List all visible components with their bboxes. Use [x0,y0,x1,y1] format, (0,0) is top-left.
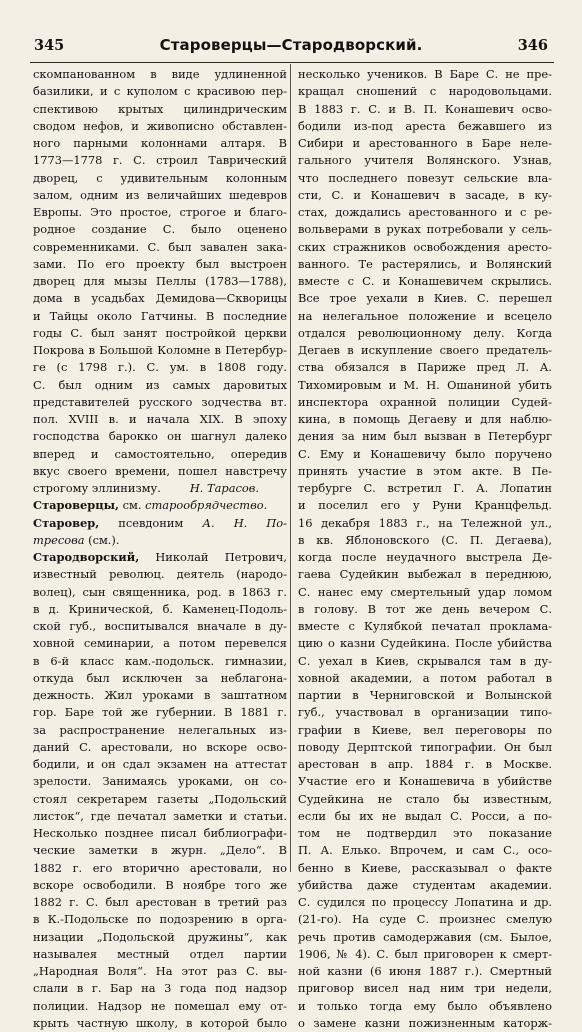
line-text: называлея местный отдел партии [33,946,287,961]
line-text: Участие его и Конашевича в убийстве [298,774,552,789]
line-text: в 6-й класс кам.-подольск. гимназии, [33,653,287,668]
line-text: губ., участвовал в организации типо- [298,705,552,720]
text-line [298,946,552,963]
text-line [298,980,552,997]
text-line [33,497,287,514]
column-divider [290,64,291,872]
line-text: зами. По его проекту был выстроен [33,256,287,271]
line-text: родное создание С. было оценено [33,222,287,237]
italic-reference: А. Н. По- [202,515,287,530]
text-line [33,446,287,463]
text-line [33,342,287,359]
line-text: вскоре освободили. В ноябре того же [33,877,287,892]
line-text: псевдоним [99,515,203,530]
text-line [33,256,287,273]
text-line [298,152,552,169]
text-line [33,584,287,601]
line-text: волец), сын священника, род. в 1863 г. [33,584,287,599]
line-text: поводу Дерптской типографии. Он был [298,739,552,754]
line-text: В 1883 г. С. и В. П. Конашевич осво- [298,101,552,116]
spacer [161,481,190,495]
entry-headword: Старовер, [33,515,100,530]
text-line [298,446,552,463]
text-line [298,101,552,118]
line-text: Несколько позднее писал библиографи- [33,826,287,840]
text-line [298,566,552,583]
text-line [33,704,287,721]
line-text: ного парными колоннами алтаря. В [33,136,287,150]
text-line [33,980,287,997]
text-line [33,480,287,497]
line-text: известный революц. деятель (народо- [33,567,287,582]
text-line [298,791,552,808]
text-line [33,894,287,911]
text-line [298,273,552,290]
text-line [33,83,287,100]
line-text: партии в Черниговской и Волынской [298,688,552,702]
text-line [298,411,552,428]
text-line [298,187,552,204]
line-text: вольверами в руках потребовали у сель- [298,222,552,237]
right-column [298,66,552,1032]
line-text: С. Ему и Конашевичу было поручено [298,446,552,461]
line-text: Все трое уехали в Киев. С. перешел [298,291,552,306]
text-line [33,515,287,532]
text-line [298,135,552,152]
text-line [298,842,552,859]
text-line [33,653,287,670]
line-text: крыть частную школу, в которой было [33,1015,287,1030]
line-text: и поселил его у Руни Кранцфельд. [298,498,552,513]
text-line [33,135,287,152]
text-line [33,877,287,894]
header-rule [30,62,554,63]
text-line [33,101,287,118]
line-text: 1882 г. С. был арестован в третий раз [33,895,287,909]
text-line [298,308,552,325]
line-text: (21-го). На суде С. произнес смелую [298,912,552,927]
text-line [298,670,552,687]
line-text: ге (с 1798 г.). С. ум. в 1808 году. [33,360,287,375]
text-line [33,911,287,928]
text-line [33,239,287,256]
line-text: дворец для мызы Пеллы (1783—1788), [33,274,287,288]
line-text: Судейкина не стало бы известным, [298,791,552,806]
line-text: листок“, где печатал заметки и статьи. [33,808,287,823]
text-line [33,860,287,877]
line-text: полиции. Надзор не помешал ему от- [33,998,287,1013]
text-line [33,532,287,549]
text-line [298,894,552,911]
line-text: когда после неудачного выстрела Де- [298,550,552,564]
line-text: в кв. Яблоновского (С. П. Дегаева), [298,532,552,547]
text-line [298,998,552,1015]
line-text: низации „Подольской дружины“, как [33,929,287,944]
line-text: см. [119,498,146,513]
line-text: ной казни (6 июня 1887 г.). Смертный [298,964,552,978]
text-line [33,221,287,238]
line-text: Дегаев в искупление своего предатель- [298,343,552,357]
line-text: бенно в Киеве, рассказывал о факте [298,860,552,875]
line-text: ванного. Те растерялись, и Волянский [298,256,552,271]
line-text: речь против самодержавия (см. Былое, [298,929,552,944]
text-line [298,963,552,980]
line-text: и только тогда ему было объявлено [298,998,552,1013]
line-text: за распространение нелегальных из- [33,722,287,737]
page-header [34,36,548,58]
line-text: арестован в апр. 1884 г. в Москве. [298,757,552,771]
text-line [298,929,552,946]
text-line [33,756,287,773]
text-line [298,1015,552,1032]
text-line [298,653,552,670]
italic-reference: старообрядчество. [145,498,268,513]
text-line [298,428,552,445]
line-text: графии в Киеве, вел переговоры по [298,722,552,737]
line-text: базилики, и с куполом с красивою пер- [33,84,287,99]
line-text: цию о казни Судейкина. После убийства [298,636,552,651]
line-text: (см.). [84,532,120,547]
text-line [33,187,287,204]
line-text: кращал сношений с народовольцами. [298,84,552,99]
line-text: Покрова в Большой Коломне в Петербур- [33,343,287,357]
line-text: ческие заметки в журн. „Дело“. В [33,843,287,858]
text-line [33,325,287,342]
line-text: 16 декабря 1883 г., на Тележной ул., [298,515,552,530]
text-line [33,635,287,652]
text-line [298,221,552,238]
line-text: Тихомировым и М. Н. Ошаниной убить [298,377,552,392]
line-text: С. был одним из самых даровитых [33,377,287,392]
italic-reference: Н. Тарасов. [189,481,259,495]
text-line [298,773,552,790]
text-line [298,256,552,273]
text-line [298,66,552,83]
line-text: приговор висел над ним три недели, [298,981,552,996]
line-text: слали в г. Бар на 3 года под надзор [33,981,287,996]
text-line [298,704,552,721]
line-text: годы С. был занят постройкой церкви [33,325,287,340]
line-text: скомпанованном в виде удлиненной [33,67,287,81]
line-text: том не подтвердил это показание [298,826,552,840]
line-text: несколько учеников. В Баре С. не пре- [298,67,552,81]
line-text: ства обязался в Париже пред Л. А. [298,360,552,375]
entry-headword: Староверцы, [33,498,119,513]
line-text: принять участие в этом акте. В Пе- [298,463,552,478]
text-line [33,842,287,859]
text-line [33,273,287,290]
line-text: если бы их не выдал С. Росси, а по- [298,808,552,823]
line-text: ской губ., воспитывался вначале в ду- [33,619,287,633]
text-line [33,929,287,946]
line-text: строгому эллинизму. [33,481,161,495]
text-line [33,118,287,135]
line-text: дворец, с удивительным колонным [33,170,287,185]
line-text: Сибири и арестованного в Баре неле- [298,136,552,150]
text-line [298,739,552,756]
text-line [33,601,287,618]
text-line [298,359,552,376]
text-line [33,791,287,808]
line-text: современниками. С. был завален зака- [33,239,287,254]
line-text: П. А. Елько. Впрочем, и сам С., осо- [298,843,552,858]
text-line [298,635,552,652]
text-line [298,808,552,825]
text-line [298,394,552,411]
page-number-right: 346 [517,37,548,54]
text-line [33,722,287,739]
text-line [33,1015,287,1032]
line-text: Николай Петрович, [139,550,287,564]
line-text: гального учителя Волянского. Узнав, [298,153,552,168]
line-text: вкус своего времени, пошел навстречу [33,463,287,478]
line-text: стах, дождались арестованного и с ре- [298,205,552,219]
line-text: о замене казни пожизненным каторж- [298,1015,552,1030]
line-text: инспектора охранной полиции Судей- [298,394,552,409]
line-text: в голову. В тот же день вечером С. [298,601,552,616]
line-text: в д. Кринической, б. Каменец-Подоль- [33,601,287,616]
text-line [298,877,552,894]
text-line [298,756,552,773]
line-text: что последнего повезут сельские вла- [298,170,552,185]
page-number-left: 345 [34,37,65,54]
line-text: дома в усадьбах Демидова—Скворицы [33,291,287,306]
text-line [298,722,552,739]
line-text: даний С. арестовали, но вскоре осво- [33,739,287,754]
text-line [298,515,552,532]
text-line [33,377,287,394]
text-line [298,497,552,514]
running-title: Староверцы—Стародворский. [159,36,423,54]
text-line [298,325,552,342]
text-line [33,739,287,756]
text-line [33,66,287,83]
italic-reference: тресова [33,532,85,547]
text-line [33,549,287,566]
text-line [33,204,287,221]
text-line [298,618,552,635]
text-line [33,170,287,187]
line-text: ских стражников освобождения аресто- [298,239,552,254]
line-text: господства барокко он шагнул далеко [33,429,287,444]
text-line [33,394,287,411]
text-line [33,428,287,445]
line-text: дения за ним был вызван в Петербург [298,429,552,444]
line-text: С. уехал в Киев, скрывался там в ду- [298,653,552,668]
line-text: сти, С. и Конашевич в засаде, в ку- [298,187,552,202]
text-line [33,825,287,842]
entry-headword: Стародворский, [33,550,140,564]
line-text: тербурге С. встретил Г. А. Лопатин [298,481,552,495]
text-line [298,170,552,187]
text-line [298,118,552,135]
text-line [33,670,287,687]
text-line [298,825,552,842]
text-line [298,911,552,928]
line-text: вместе с Кулябкой печатал проклама- [298,619,552,633]
line-text: гаева Судейкин выбежал в переднюю, [298,567,552,582]
line-text: гор. Баре той же губернии. В 1881 г. [33,705,287,720]
line-text: 1906, № 4). С. был приговорен к смерт- [298,946,552,961]
text-line [33,411,287,428]
line-text: С. судился по процессу Лопатина и др. [298,895,552,909]
text-line [33,566,287,583]
line-text: ховной семинарии, а потом перевелся [33,636,287,651]
text-line [33,290,287,307]
text-line [33,687,287,704]
text-line [33,359,287,376]
text-line [298,342,552,359]
text-line [298,584,552,601]
line-text: спективою крытых цилиндрическим [33,101,287,116]
text-line [298,463,552,480]
text-line [33,998,287,1015]
text-line [298,204,552,221]
text-line [33,308,287,325]
line-text: отдался революционному делу. Когда [298,325,552,340]
text-line [298,83,552,100]
text-line [298,290,552,307]
line-text: дежность. Жил уроками в заштатном [33,688,287,702]
text-line [33,618,287,635]
line-text: вместе с С. и Конашевичем скрылись. [298,274,552,288]
text-line [298,532,552,549]
left-column [33,66,287,1032]
line-text: 1882 г. его вторично арестовали, но [33,860,287,875]
line-text: на нелегальное положение и всецело [298,308,552,323]
text-line [298,549,552,566]
text-line [33,808,287,825]
line-text: кина, в помощь Дегаеву и для наблю- [298,412,552,426]
text-line [298,239,552,256]
line-text: сводом нефов, и живописно обставлен- [33,118,287,133]
line-text: стоял секретарем газеты „Подольский [33,791,287,806]
text-line [298,377,552,394]
line-text: откуда был исключен за неблагона- [33,670,287,685]
line-text: представителей русского зодчества вт. [33,394,287,409]
line-text: 1773—1778 г. С. строил Таврический [33,153,287,168]
line-text: зрелости. Занимаясь уроками, он со- [33,774,287,789]
text-line [33,463,287,480]
text-line [298,687,552,704]
text-line [33,963,287,980]
text-line [298,480,552,497]
line-text: С. нанес ему смертельный удар ломом [298,584,552,599]
line-text: пол. XVIII в. и начала XIX. В эпоху [33,412,287,426]
line-text: Европы. Это простое, строгое и благо- [33,205,287,219]
text-line [33,946,287,963]
line-text: залом, одним из величайших шедевров [33,187,287,202]
text-line [298,860,552,877]
line-text: убийства даже студентам академии. [298,877,552,892]
text-line [33,773,287,790]
line-text: ховной академии, а потом работал в [298,670,552,685]
text-line [33,152,287,169]
line-text: бодили из-под ареста бежавшего из [298,118,552,133]
line-text: и Тайцы около Гатчины. В последние [33,308,287,323]
line-text: в К.-Подольске по подозрению в орга- [33,912,287,927]
line-text: „Народная Воля“. На этот раз С. вы- [33,964,287,978]
line-text: вперед и самостоятельно, опередив [33,446,287,461]
line-text: бодили, и он сдал экзамен на аттестат [33,757,287,771]
text-line [298,601,552,618]
